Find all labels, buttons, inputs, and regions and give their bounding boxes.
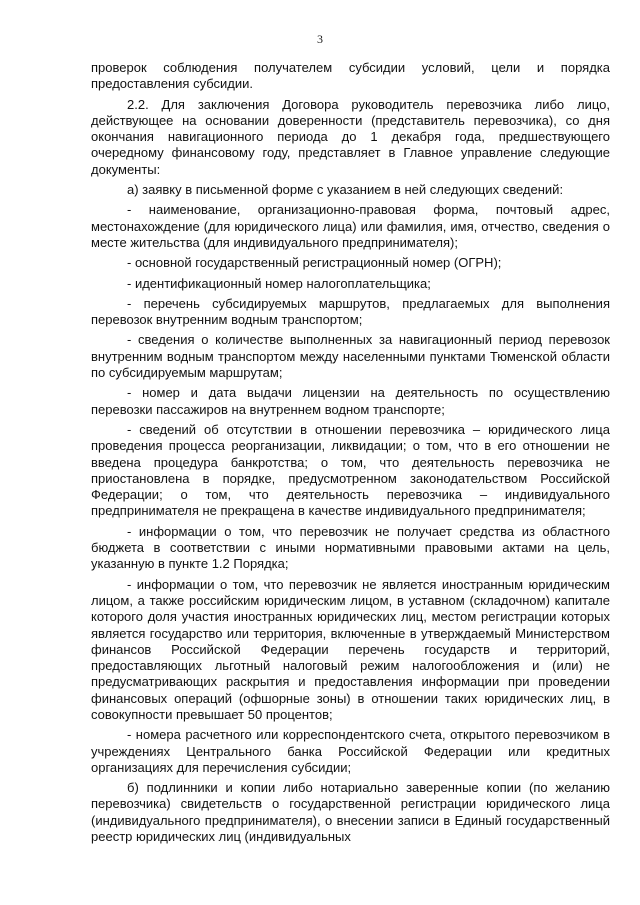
list-item-name-form-address: - наименование, организационно-правовая форма, почтовый адрес, местонахождение (для юридического лица) или фамилия, имя, отчество, сведения о месте жительства (для индивидуального предпринимателя); — [91, 202, 610, 250]
paragraph-2-2: 2.2. Для заключения Договора руководитель перевозчика либо лицо, действующее на основании доверенности (представитель перевозчика), со дня окончания навигационного периода до 1 декабря года, предшествующего очередному финансовому году, представляет в Главное управление следующие документы: — [91, 96, 610, 177]
list-item-routes: - перечень субсидируемых маршрутов, предлагаемых для выполнения перевозок внутренним водным транспортом; — [91, 295, 610, 328]
page-number: 3 — [317, 32, 323, 46]
document-body — [91, 60, 610, 845]
list-item-license: - номер и дата выдачи лицензии на деятельность по осуществлению перевозки пассажиров на внутреннем водном транспорте; — [91, 385, 610, 417]
paragraph-intro-continuation: проверок соблюдения получателем субсидии условий, цели и порядка предоставления субсидии. — [91, 60, 610, 92]
list-item-bank-account: - номера расчетного или корреспондентского счета, открытого перевозчиком в учреждениях Центрального банка Российской Федерации или кредитных организациях для перечисления субсидии; — [91, 727, 610, 775]
list-item-no-other-funds: - информации о том, что перевозчик не получает средства из областного бюджета в соответствии с иными нормативными правовыми актами на цель, указанную в пункте 1.2 Порядка; — [91, 523, 610, 572]
list-item-no-reorganization: - сведений об отсутствии в отношении перевозчика – юридического лица проведения процесса реорганизации, ликвидации; о том, что в его отношении не введена процедура банкротства; о том, что деятельность перевозчика не приостановлена в порядке, предусмотренном законодательством Российской Федерации; о том, что деятельность перевозчика – индивидуального предпринимателя не прекращена в качестве индивидуального предпринимателя; — [91, 421, 610, 519]
paragraph-item-a: а) заявку в письменной форме с указанием в ней следующих сведений: — [127, 182, 564, 198]
list-item-ogrn: - основной государственный регистрационный номер (ОГРН); — [127, 255, 502, 271]
list-item-inn: - идентификационный номер налогоплательщика; — [127, 275, 431, 291]
paragraph-item-b: б) подлинники и копии либо нотариально заверенные копии (по желанию перевозчика) свидетельств о государственной регистрации юридического лица (индивидуального предпринимателя), о внесении записи в Единый государственный реестр юридических лиц (индивидуальных — [91, 780, 610, 845]
list-item-not-foreign: - информации о том, что перевозчик не является иностранным юридическим лицом, а также российским юридическим лицом, в уставном (складочном) капитале которого доля участия иностранных юридических лиц, местом регистрации которых является государство или территория, включенные в утверждаемый Министерством финансов Российской Федерации перечень государств и территорий, предоставляющих льготный налоговый режим налогообложения и (или) не предусматривающих раскрытия и предоставления информации при проведении финансовых операций (офшорные зоны) в отношении таких юридических лиц, в совокупности превышает 50 процентов; — [91, 576, 610, 722]
list-item-transport-volume: - сведения о количестве выполненных за навигационный период перевозок внутренним водным транспортом между населенными пунктами Тюменской области по субсидируемым маршрутам; — [91, 332, 610, 381]
